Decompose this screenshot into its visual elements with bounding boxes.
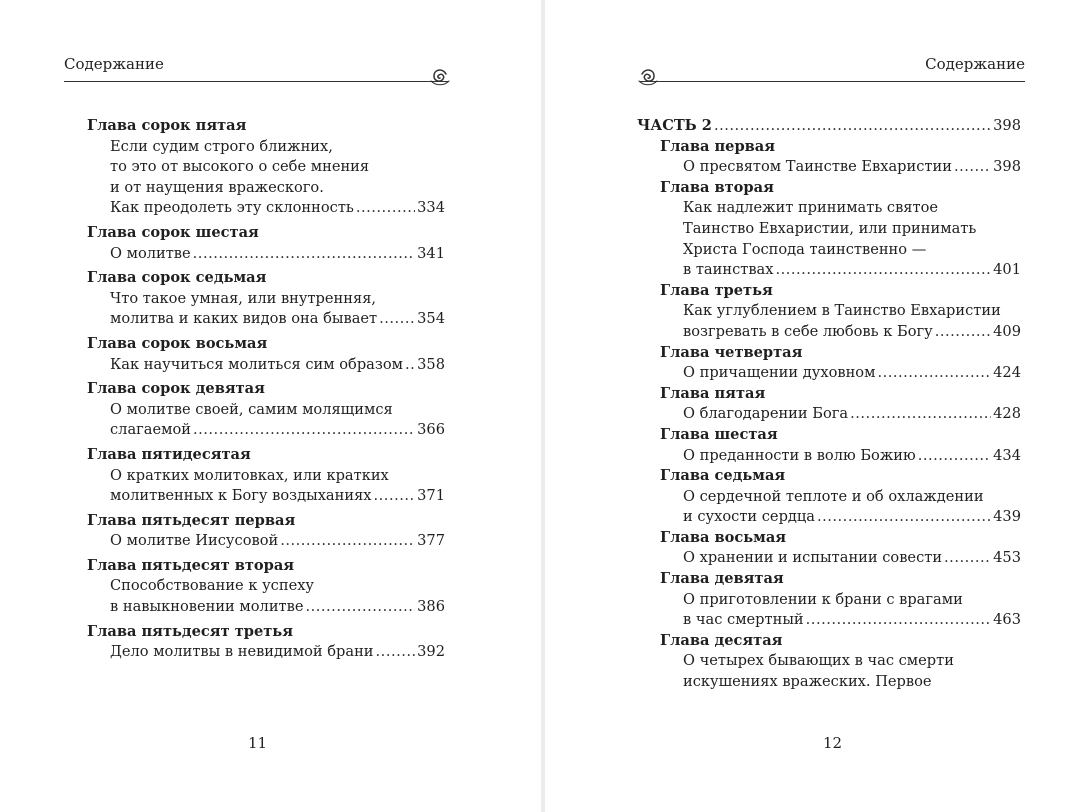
chapter-subtitle-line: О четырех бывающих в час смерти <box>683 652 954 670</box>
chapter-title: Глава пятидесятая <box>87 445 251 463</box>
header-rule-right <box>640 81 1025 82</box>
dot-leader <box>944 548 991 569</box>
toc-chapter <box>637 528 1021 569</box>
chapter-title: Глава вторая <box>660 178 774 196</box>
dot-leader <box>918 446 991 467</box>
chapter-subtitle-last: О благодарении Бога <box>683 405 849 423</box>
toc-chapter <box>637 466 1021 528</box>
page-number-right: 12 <box>823 734 843 752</box>
dot-leader <box>817 507 991 528</box>
toc-entry-line <box>87 198 445 219</box>
chapter-subtitle-last: О молитве <box>110 244 191 262</box>
dot-leader <box>376 642 416 663</box>
right-page <box>545 0 1084 812</box>
dot-leader <box>714 116 991 137</box>
dot-leader <box>193 244 415 265</box>
chapter-subtitle-last: Дело молитвы в невидимой брани <box>110 643 374 661</box>
toc-entry-line <box>637 363 1021 384</box>
chapter-subtitle-last: молитвенных к Богу воздыханиях <box>110 487 372 505</box>
chapter-subtitle-last: О хранении и испытании совести <box>683 549 943 567</box>
chapter-subtitle-last: слагаемой <box>110 421 191 439</box>
toc-page-number: 366 <box>417 421 445 439</box>
part-title: ЧАСТЬ 2 <box>637 117 712 134</box>
toc-page-number: 409 <box>993 322 1021 340</box>
chapter-subtitle-last: в таинствах <box>683 261 774 279</box>
toc-chapter <box>87 556 445 618</box>
toc-page-number: 377 <box>417 532 445 550</box>
chapter-subtitle-last: Как преодолеть эту склонность <box>110 199 354 217</box>
dot-leader <box>356 198 415 219</box>
chapter-title: Глава четвертая <box>660 343 803 361</box>
toc-page-number: 439 <box>993 508 1021 526</box>
chapter-title: Глава восьмая <box>660 528 787 546</box>
toc-entry-line <box>637 322 1021 343</box>
chapter-subtitle-last: и сухости сердца <box>683 508 815 526</box>
toc-chapter <box>637 343 1021 384</box>
toc-chapter <box>87 223 445 264</box>
toc-page-number: 463 <box>993 611 1021 629</box>
toc-chapter <box>637 569 1021 631</box>
running-head-right: Содержание <box>925 55 1025 73</box>
chapter-subtitle-line: О сердечной теплоте и об охлаждении <box>683 487 984 505</box>
toc-entry-line <box>637 446 1021 467</box>
chapter-subtitle-last: О молитве Иисусовой <box>110 532 279 550</box>
chapter-subtitle-line: Таинство Евхаристии, или принимать <box>683 219 977 237</box>
toc-entry-line <box>637 548 1021 569</box>
toc-chapter <box>637 384 1021 425</box>
toc-page-number: 358 <box>417 355 445 373</box>
toc-entry-line <box>87 309 445 330</box>
toc-entry-line <box>87 244 445 265</box>
dot-leader <box>280 531 415 552</box>
toc-chapter <box>637 425 1021 466</box>
toc-entry-line <box>637 404 1021 425</box>
chapter-title: Глава сорок шестая <box>87 223 259 241</box>
chapter-title: Глава пятьдесят первая <box>87 511 296 529</box>
swirl-ornament-icon <box>428 66 452 88</box>
chapter-subtitle-line: искушениях вражеских. Первое <box>683 673 932 691</box>
chapter-subtitle-last: молитва и каких видов она бывает <box>110 310 378 328</box>
chapter-subtitle-last: в навыкновении молитве <box>110 598 304 616</box>
toc-page-number: 386 <box>417 598 445 616</box>
chapter-subtitle-line: и от наущения вражеского. <box>110 178 324 196</box>
toc-page-number: 428 <box>993 405 1021 423</box>
dot-leader <box>775 260 991 281</box>
toc-chapter <box>87 268 445 330</box>
dot-leader <box>954 157 991 178</box>
chapter-subtitle-line: Как надлежит принимать святое <box>683 199 938 217</box>
toc-page-number: 341 <box>417 244 445 262</box>
chapter-subtitle-line: то это от высокого о себе мнения <box>110 158 370 176</box>
toc-entry-line <box>87 486 445 507</box>
toc-chapter <box>637 137 1021 178</box>
toc-entry-line <box>637 260 1021 281</box>
dot-leader <box>374 486 416 507</box>
toc-chapter <box>87 445 445 507</box>
running-head-left: Содержание <box>64 55 164 73</box>
toc-page-number: 398 <box>993 158 1021 176</box>
toc-entry-line <box>87 642 445 663</box>
chapter-subtitle-line: О молитве своей, самим молящимся <box>110 400 393 418</box>
toc-page-number: 334 <box>417 199 445 217</box>
toc-entry-line <box>87 531 445 552</box>
toc-page-number: 371 <box>417 487 445 505</box>
toc-right <box>637 116 1021 693</box>
part-heading <box>637 116 1021 137</box>
toc-entry-line <box>637 507 1021 528</box>
toc-chapter <box>637 281 1021 343</box>
chapter-title: Глава сорок восьмая <box>87 334 268 352</box>
chapter-title: Глава седьмая <box>660 467 786 485</box>
left-page <box>0 0 541 812</box>
dot-leader <box>305 597 415 618</box>
dot-leader <box>850 404 991 425</box>
dot-leader <box>405 355 415 376</box>
toc-entry-line <box>637 610 1021 631</box>
chapter-subtitle-line: О приготовлении к брани с врагами <box>683 590 963 608</box>
chapter-title: Глава девятая <box>660 570 784 588</box>
chapter-subtitle-line: Способствование к успеху <box>110 577 315 595</box>
toc-page-number: 434 <box>993 446 1021 464</box>
part-page-number: 398 <box>993 117 1021 134</box>
toc-entry-line <box>87 420 445 441</box>
dot-leader <box>877 363 991 384</box>
toc-entry-line <box>87 355 445 376</box>
chapter-subtitle-line: Как углублением в Таинство Евхаристии <box>683 302 1001 320</box>
swirl-ornament-icon <box>636 66 660 88</box>
chapter-title: Глава пятьдесят вторая <box>87 556 295 574</box>
toc-left <box>87 116 445 667</box>
toc-chapter <box>87 334 445 375</box>
chapter-subtitle-last: О пресвятом Таинстве Евхаристии <box>683 158 952 176</box>
toc-page-number: 392 <box>417 643 445 661</box>
chapter-title: Глава первая <box>660 137 776 155</box>
toc-page-number: 453 <box>993 549 1021 567</box>
chapter-subtitle-line: Если судим строго ближних, <box>110 137 333 155</box>
chapter-subtitle-last: О преданности в волю Божию <box>683 446 916 464</box>
dot-leader <box>935 322 991 343</box>
toc-page-number: 354 <box>417 310 445 328</box>
chapter-subtitle-last: О причащении духовном <box>683 364 876 382</box>
chapter-title: Глава пятая <box>660 384 766 402</box>
chapter-subtitle-line: О кратких молитовках, или кратких <box>110 466 389 484</box>
chapter-title: Глава пятьдесят третья <box>87 622 293 640</box>
dot-leader <box>806 610 991 631</box>
toc-entry-line <box>637 157 1021 178</box>
chapter-subtitle-last: в час смертный <box>683 611 804 629</box>
header-rule-left <box>64 81 448 82</box>
toc-chapter <box>87 511 445 552</box>
chapter-title: Глава сорок девятая <box>87 380 265 398</box>
chapter-title: Глава третья <box>660 281 773 299</box>
toc-chapter <box>87 622 445 663</box>
toc-chapter <box>637 631 1021 693</box>
chapter-title: Глава сорок седьмая <box>87 269 267 287</box>
page-number-left: 11 <box>248 734 268 752</box>
toc-entry-line <box>87 597 445 618</box>
toc-page-number: 401 <box>993 261 1021 279</box>
dot-leader <box>193 420 415 441</box>
chapter-title: Глава десятая <box>660 631 783 649</box>
chapter-title: Глава сорок пятая <box>87 117 247 134</box>
dot-leader <box>379 309 415 330</box>
chapter-subtitle-line: Христа Господа таинственно — <box>683 240 927 258</box>
toc-chapter <box>87 379 445 441</box>
toc-page-number: 424 <box>993 364 1021 382</box>
chapter-subtitle-line: Что такое умная, или внутренняя, <box>110 289 377 307</box>
toc-chapter <box>87 116 445 219</box>
toc-chapter <box>637 178 1021 281</box>
chapter-subtitle-last: возгревать в себе любовь к Богу <box>683 322 933 340</box>
toc-right-chapters <box>637 137 1021 693</box>
chapter-title: Глава шестая <box>660 425 778 443</box>
chapter-subtitle-last: Как научиться молиться сим образом <box>110 355 403 373</box>
